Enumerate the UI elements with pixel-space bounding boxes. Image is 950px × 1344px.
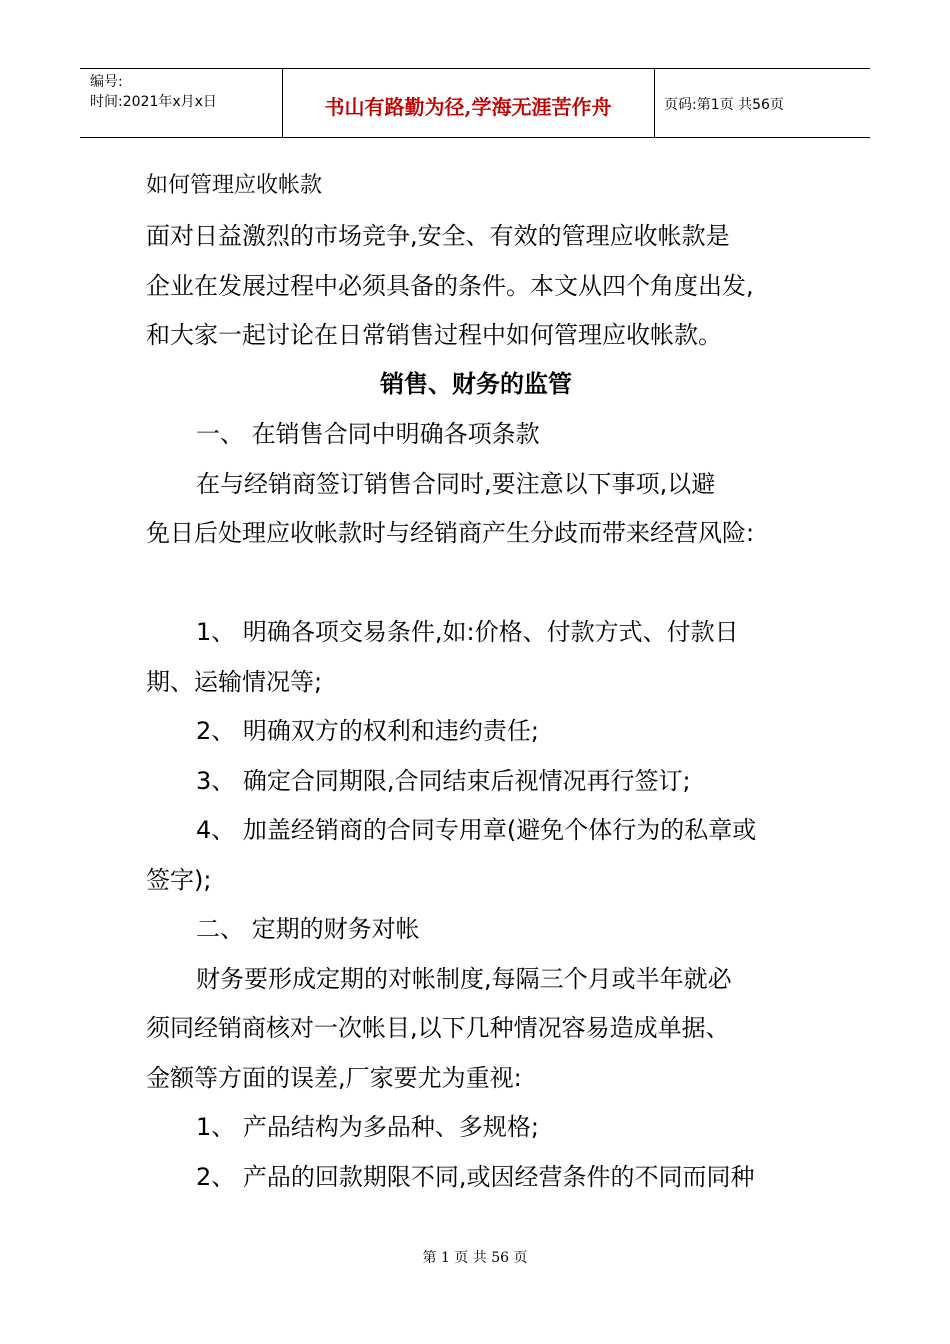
list-item: 2、 产品的回款期限不同,或因经营条件的不同而同种	[196, 1162, 755, 1191]
list-item: 2、 明确双方的权利和违约责任;	[196, 717, 539, 745]
list-item: 1、 明确各项交易条件,如:价格、付款方式、付款日	[196, 618, 739, 646]
text-line: 期、运输情况等;	[146, 667, 323, 696]
text-line: 签字);	[146, 865, 212, 894]
heading-line: 二、 定期的财务对帐	[196, 915, 420, 943]
section-heading: 销售、财务的监管	[380, 370, 572, 398]
list-item: 1、 产品结构为多品种、多规格;	[196, 1113, 539, 1141]
document-time-label: 时间:2021年x月x日	[90, 94, 217, 110]
text-line: 财务要形成定期的对帐制度,每隔三个月或半年就必	[196, 964, 732, 993]
text-line: 企业在发展过程中必须具备的条件。本文从四个角度出发,	[146, 271, 754, 300]
intro-paragraph	[146, 212, 816, 361]
blank-line	[146, 559, 816, 609]
text-line: 免日后处理应收帐款时与经销商产生分歧而带来经营风险:	[146, 519, 755, 547]
text-line: 金额等方面的误差,厂家要尤为重视:	[146, 1063, 522, 1092]
text-line: 和大家一起讨论在日常销售过程中如何管理应收帐款。	[146, 321, 722, 349]
body-text	[146, 410, 816, 1202]
header-meta	[90, 72, 217, 112]
heading-line: 一、 在销售合同中明确各项条款	[196, 420, 540, 448]
document-header	[80, 68, 870, 138]
list-item: 3、 确定合同期限,合同结束后视情况再行签订;	[196, 766, 691, 795]
page-footer: 第 1 页 共 56 页	[422, 1250, 528, 1266]
list-item: 4、 加盖经销商的合同专用章(避免个体行为的私章或	[196, 816, 757, 844]
text-line: 须同经销商核对一次帐目,以下几种情况容易造成单据、	[146, 1014, 730, 1042]
document-number-label: 编号:	[90, 74, 123, 90]
text-line: 在与经销商签订销售合同时,要注意以下事项,以避	[196, 469, 716, 498]
header-divider-right	[654, 69, 655, 137]
document-title: 如何管理应收帐款	[146, 173, 323, 198]
header-page-info: 页码:第1页 共56页	[664, 97, 784, 113]
header-motto: 书山有路勤为径,学海无涯苦作舟	[324, 95, 612, 119]
text-line: 面对日益激烈的市场竞争,安全、有效的管理应收帐款是	[146, 222, 730, 250]
